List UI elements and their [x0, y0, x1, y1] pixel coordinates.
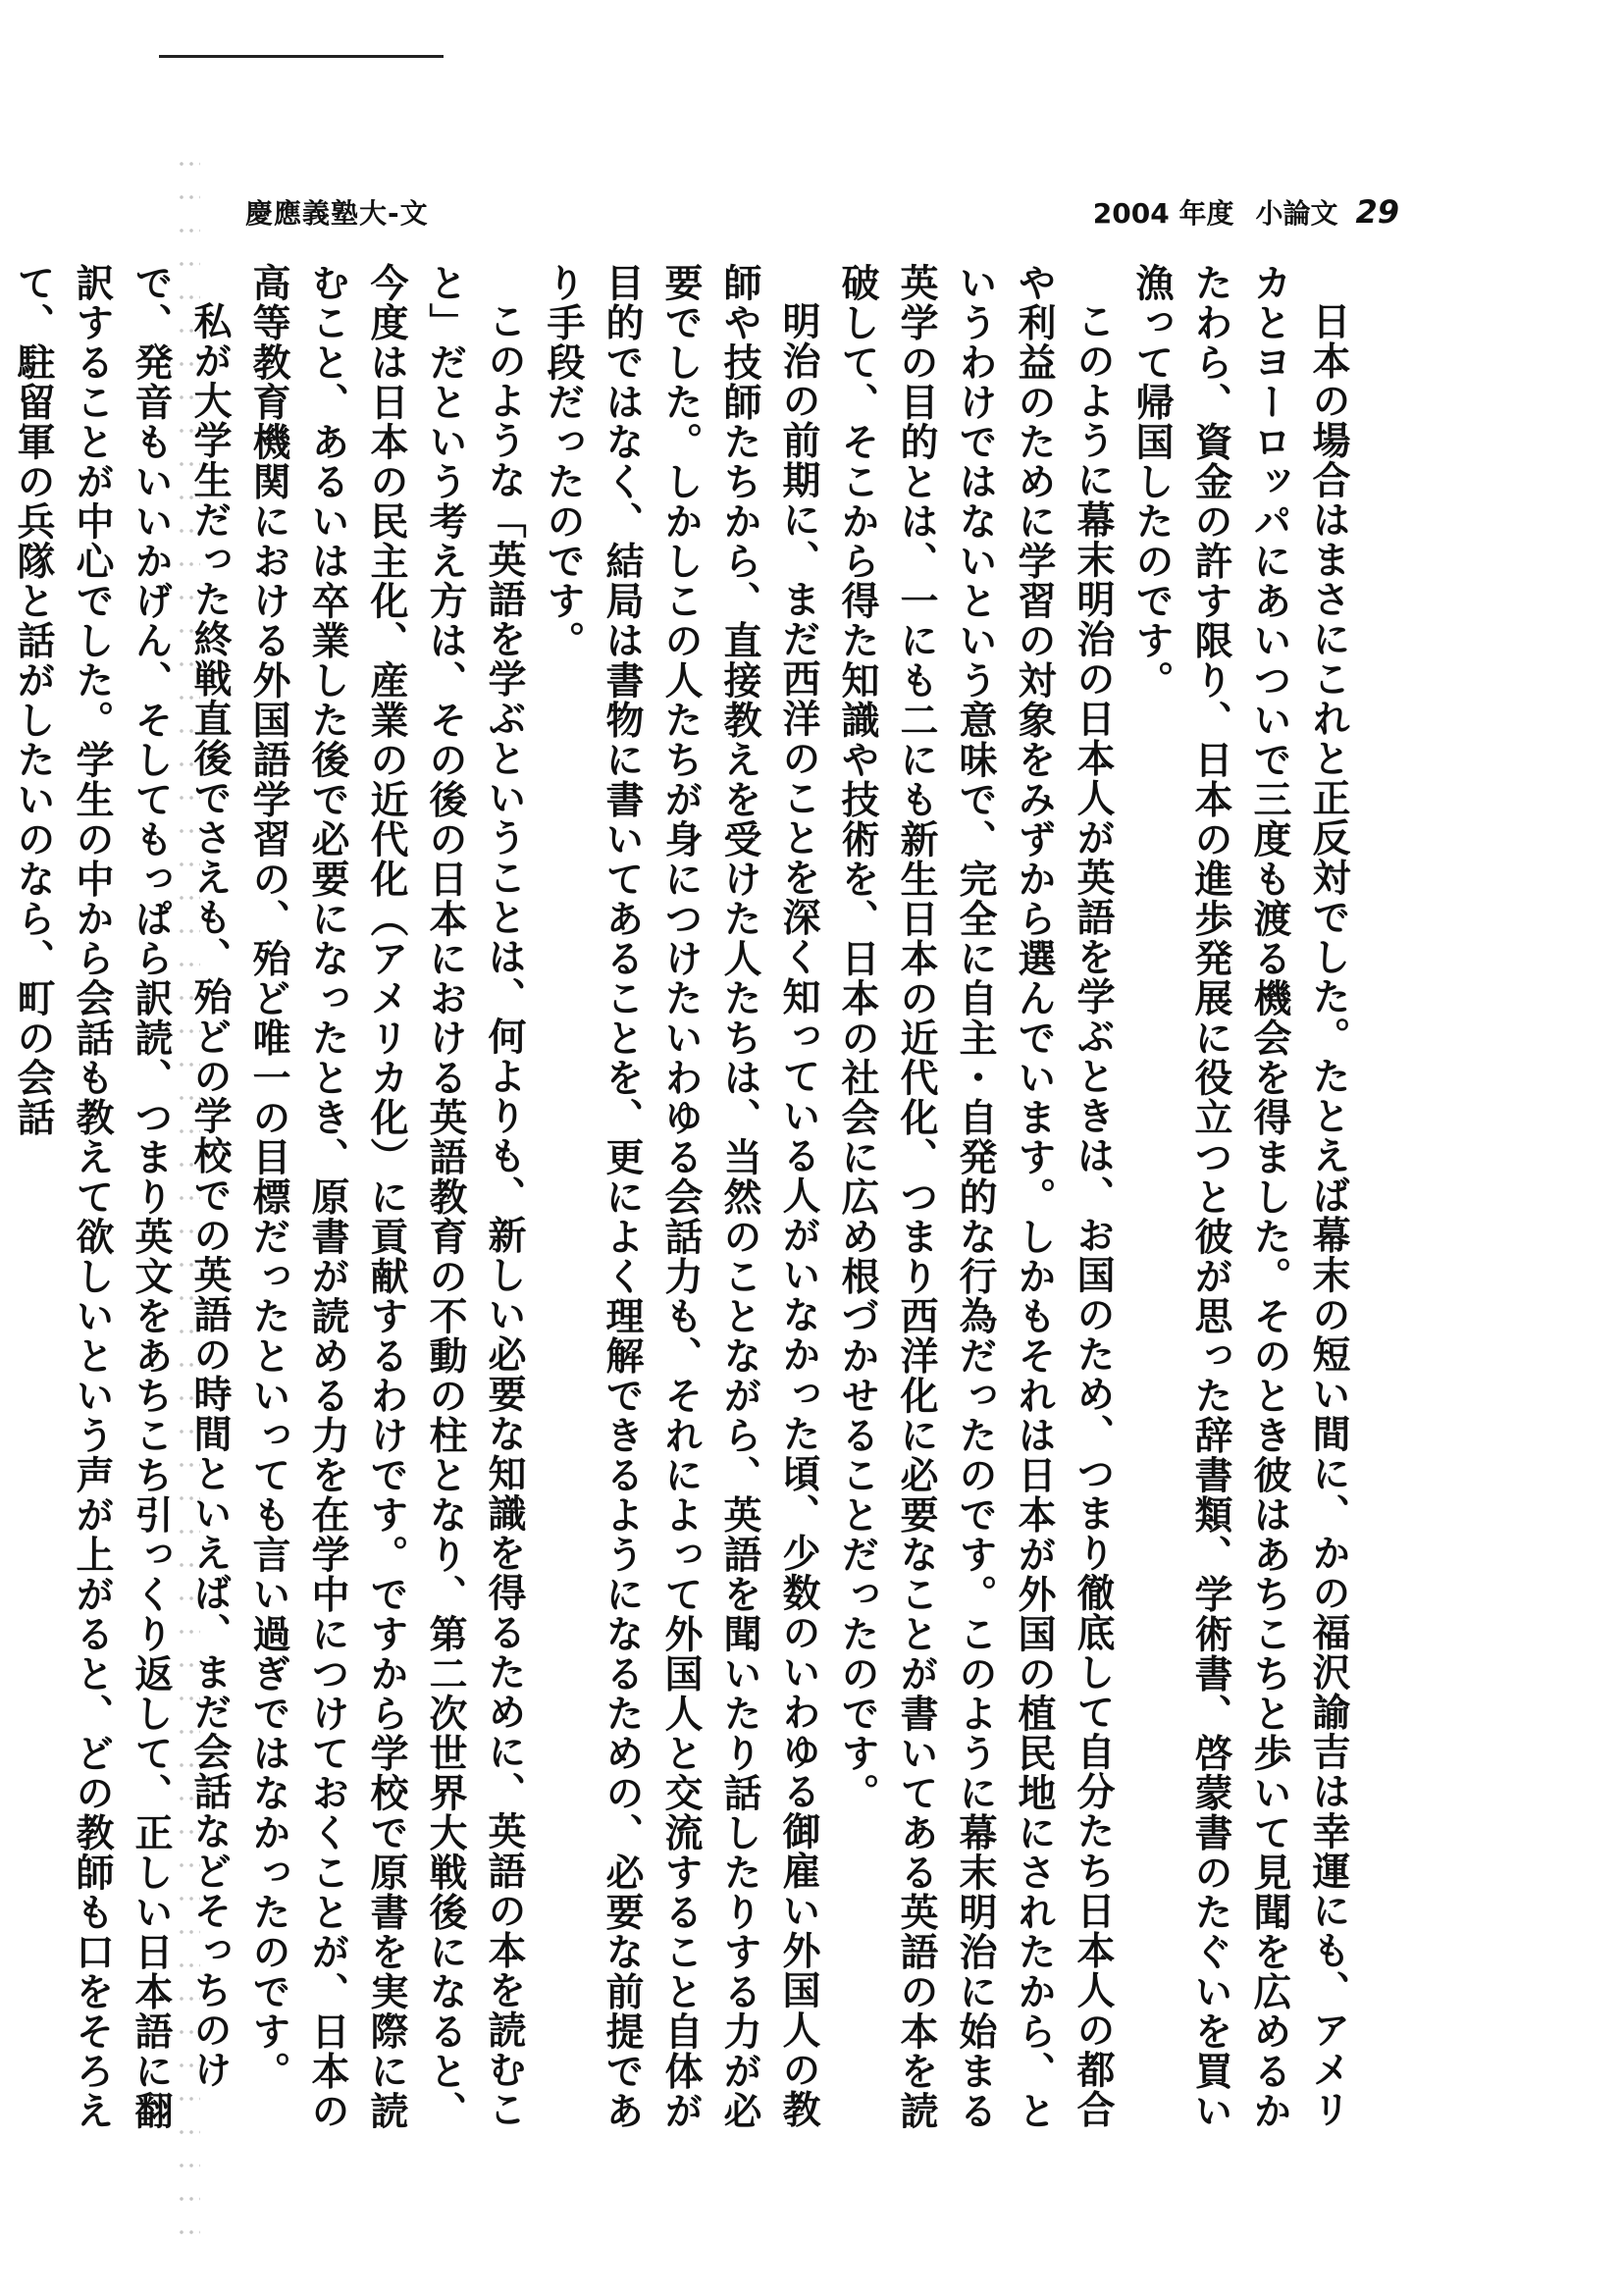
- vertical-body-text: [11, 263, 1358, 2142]
- top-rule: [159, 55, 444, 58]
- page-number: 29: [1355, 193, 1399, 231]
- paragraph-2: このように幕末明治の日本人が英語を学ぶときは、お国のため、つまり徹底して自分たち日本人の都合や利益のために学習の対象をみずから選んでいます。しかもそれは日本が外国の植民地にされたから、というわけではないという意味で、完全に自主・自発的な行為だったのです。このように幕末明治に始まる英学の目的とは、一にも二にも新生日本の近代化、つまり西洋化に必要なことが書いてある英語の本を読破して、そこから得た知識や技術を、日本の社会に広め根づかせることだったのです。: [835, 263, 1116, 2131]
- running-header-right: [1093, 192, 1399, 232]
- paragraph-5: 私が大学生だった終戦直後でさえも、殆どの学校での英語の時間といえば、まだ会話などそっちのけで、発音もいいかげん、そしてもっぱら訳読、つまり英文をあちこち引っくり返して、正しい日本語に翻訳することが中心でした。学生の中から会話も教えて欲しいという声が上がると、どの教師も口をそろえて、駐留軍の兵隊と話がしたいのなら、町の会話: [11, 263, 233, 2131]
- paragraph-1: 日本の場合はまさにこれと正反対でした。たとえば幕末の短い間に、かの福沢諭吉は幸運にも、アメリカとヨーロッパにあいついで三度も渡る機会を得ました。そのとき彼はあちこちと歩いて見聞を広めるかたわら、資金の許す限り、日本の進歩発展に役立つと彼が思った辞書類、学術書、啓蒙書のたぐいを買い漁って帰国したのです。: [1129, 263, 1351, 2131]
- header-subject: 小論文: [1255, 197, 1338, 230]
- paragraph-4: このような「英語を学ぶということは、何よりも、新しい必要な知識を得るために、英語の本を読むこと」だという考え方は、その後の日本における英語教育の不動の柱となり、第二次世界大戦後になると、今度は日本の民主化、産業の近代化（アメリカ化）に貢献するわけです。ですから学校で原書を実際に読むこと、あるいは卒業した後で必要になったとき、原書が読める力を在学中につけておくことが、日本の高等教育機関における外国語学習の、殆ど唯一の目標だったといっても言い過ぎではなかったのです。: [246, 263, 527, 2131]
- header-year: 2004 年度: [1092, 197, 1234, 230]
- running-header-source: 慶應義塾大-文: [245, 197, 429, 230]
- paragraph-3: 明治の前期に、まだ西洋のことを深く知っている人がいなかった頃、少数のいわゆる御雇い外国人の教師や技師たちから、直接教えを受けた人たちは、当然のことながら、英語を聞いたり話したりする力が必要でした。しかしこの人たちが身につけたいわゆる会話力も、それによって外国人と交流すること自体が目的ではなく、結局は書物に書いてあることを、更によく理解できるようになるための、必要な前提であり手段だったのです。: [541, 263, 821, 2131]
